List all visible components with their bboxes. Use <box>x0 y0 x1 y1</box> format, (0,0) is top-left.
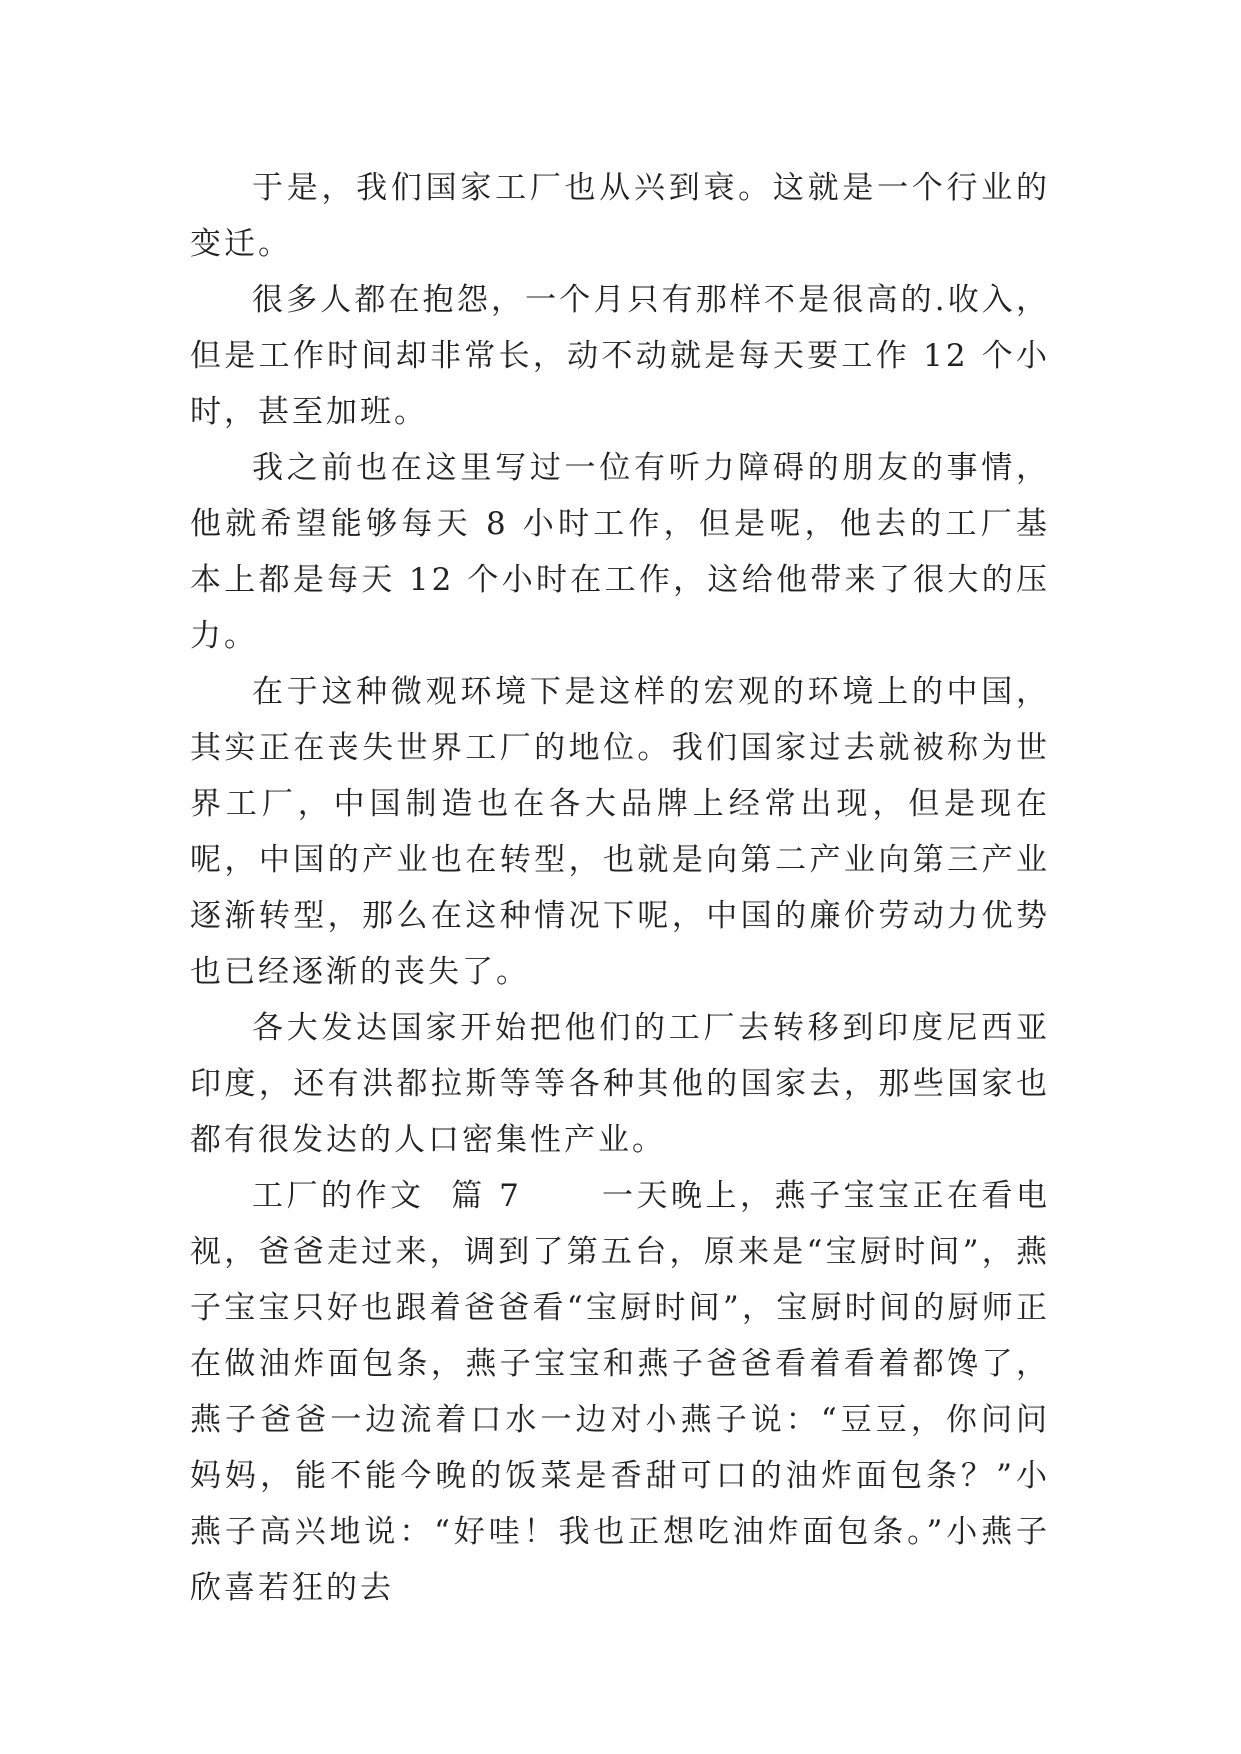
paragraph-3: 我之前也在这里写过一位有听力障碍的朋友的事情，他就希望能够每天 8 小时工作，但是呢，他去的工厂基本上都是每天 12 个小时在工作，这给他带来了很大的压力。 <box>190 450 1050 654</box>
paragraph-4: 在于这种微观环境下是这样的宏观的环境上的中国，其实正在丧失世界工厂的地位。我们国家过去就被称为世界工厂，中国制造也在各大品牌上经常出现，但是现在呢，中国的产业也在转型，也就是向第二产业向第三产业逐渐转型，那么在这种情况下呢，中国的廉价劳动力优势也已经逐渐的丧失了。 <box>190 674 1050 990</box>
paragraph-6: 工厂的作文 篇 7 一天晚上，燕子宝宝正在看电视，爸爸走过来，调到了第五台，原来是“宝厨时间”，燕子宝宝只好也跟着爸爸看“宝厨时间”，宝厨时间的厨师正在做油炸面包条，燕子宝宝和燕子爸爸看着看着都馋了，燕子爸爸一边流着口水一边对小燕子说：“豆豆，你问问妈妈，能不能今晚的饭菜是香甜可口的油炸面包条？”小燕子高兴地说：“好哇！我也正想吃油炸面包条。”小燕子欣喜若狂的去 <box>190 1178 1050 1606</box>
document-body <box>190 160 1050 1616</box>
paragraph-5: 各大发达国家开始把他们的工厂去转移到印度尼西亚印度，还有洪都拉斯等等各种其他的国家去，那些国家也都有很发达的人口密集性产业。 <box>190 1010 1050 1158</box>
paragraph-1: 于是，我们国家工厂也从兴到衰。这就是一个行业的变迁。 <box>190 170 1050 262</box>
paragraph-2: 很多人都在抱怨，一个月只有那样不是很高的.收入，但是工作时间却非常长，动不动就是每天要工作 12 个小时，甚至加班。 <box>190 282 1050 430</box>
